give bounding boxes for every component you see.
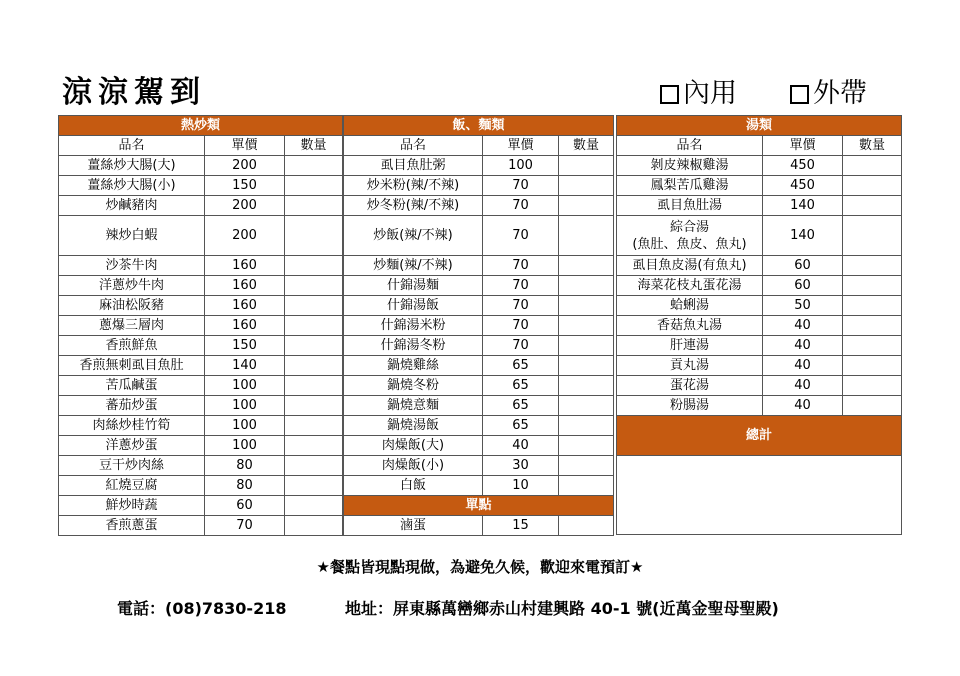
item-qty-field[interactable] xyxy=(559,396,614,416)
item-name: 薑絲炒大腸(大) xyxy=(59,156,205,176)
item-qty-field[interactable] xyxy=(843,356,902,376)
item-name: 鳳梨苦瓜雞湯 xyxy=(617,176,763,196)
item-price: 80 xyxy=(205,476,285,496)
item-price: 100 xyxy=(205,376,285,396)
item-name-line: 綜合湯 xyxy=(669,219,709,235)
item-name: 剝皮辣椒雞湯 xyxy=(617,156,763,176)
menu-row xyxy=(59,516,343,536)
item-price: 100 xyxy=(205,436,285,456)
menu-row xyxy=(617,296,902,316)
item-price: 40 xyxy=(763,376,843,396)
item-name: 肉燥飯(大) xyxy=(344,436,483,456)
item-price: 70 xyxy=(483,316,559,336)
menu-row xyxy=(59,256,343,276)
col-price-header: 單價 xyxy=(483,136,559,156)
menu-row xyxy=(59,316,343,336)
stir-fry-header: 熱炒類 xyxy=(59,116,343,136)
item-qty-field[interactable] xyxy=(843,396,902,416)
item-name: 炒米粉(辣/不辣) xyxy=(344,176,483,196)
item-price: 100 xyxy=(483,156,559,176)
item-qty-field[interactable] xyxy=(843,176,902,196)
menu-row xyxy=(344,216,614,256)
item-name: 鍋燒雞絲 xyxy=(344,356,483,376)
menu-row xyxy=(59,356,343,376)
item-price: 40 xyxy=(763,316,843,336)
menu-row xyxy=(344,476,614,496)
item-price: 160 xyxy=(205,316,285,336)
menu-row xyxy=(344,156,614,176)
item-qty-field[interactable] xyxy=(559,176,614,196)
item-qty-field[interactable] xyxy=(285,156,343,176)
menu-row xyxy=(617,156,902,176)
item-price: 200 xyxy=(205,156,285,176)
item-name: 炒麵(辣/不辣) xyxy=(344,256,483,276)
item-qty-field[interactable] xyxy=(843,376,902,396)
item-name: 炒鹹豬肉 xyxy=(59,196,205,216)
menu-row xyxy=(59,176,343,196)
item-price: 200 xyxy=(205,216,285,256)
item-price: 50 xyxy=(763,296,843,316)
rice-noodle-table xyxy=(343,115,614,536)
item-price: 10 xyxy=(483,476,559,496)
col-name-header: 品名 xyxy=(344,136,483,156)
col-name-header: 品名 xyxy=(617,136,763,156)
item-qty-field[interactable] xyxy=(559,316,614,336)
col-price-header: 單價 xyxy=(763,136,843,156)
menu-row xyxy=(59,436,343,456)
item-name: 粉腸湯 xyxy=(617,396,763,416)
item-qty-field[interactable] xyxy=(285,256,343,276)
menu-row xyxy=(617,276,902,296)
item-qty-field[interactable] xyxy=(285,516,343,536)
item-qty-field[interactable] xyxy=(559,216,614,256)
item-qty-field[interactable] xyxy=(843,156,902,176)
item-qty-field[interactable] xyxy=(843,336,902,356)
item-name: 洋蔥炒牛肉 xyxy=(59,276,205,296)
menu-row xyxy=(59,276,343,296)
menu-row xyxy=(617,396,902,416)
menu-row xyxy=(344,356,614,376)
menu-row xyxy=(344,416,614,436)
item-name: 香煎蔥蛋 xyxy=(59,516,205,536)
item-price: 160 xyxy=(205,296,285,316)
item-price: 140 xyxy=(763,196,843,216)
soup-header: 湯類 xyxy=(617,116,902,136)
item-qty-field[interactable] xyxy=(285,176,343,196)
item-qty-field[interactable] xyxy=(843,216,902,256)
item-name: 鍋燒意麵 xyxy=(344,396,483,416)
item-name: 什錦湯麵 xyxy=(344,276,483,296)
item-qty-field[interactable] xyxy=(843,196,902,216)
menu-row xyxy=(344,336,614,356)
menu-row xyxy=(344,316,614,336)
item-price: 150 xyxy=(205,336,285,356)
item-name: 虱目魚皮湯(有魚丸) xyxy=(617,256,763,276)
item-name: 蛋花湯 xyxy=(617,376,763,396)
item-qty-field[interactable] xyxy=(843,276,902,296)
menu-row xyxy=(59,496,343,516)
item-qty-field[interactable] xyxy=(559,436,614,456)
item-price: 450 xyxy=(763,176,843,196)
item-qty-field[interactable] xyxy=(285,416,343,436)
item-price: 65 xyxy=(483,376,559,396)
item-name: 肝連湯 xyxy=(617,336,763,356)
menu-row xyxy=(59,216,343,256)
stir-fry-table xyxy=(58,115,343,536)
item-qty-field[interactable] xyxy=(559,376,614,396)
menu-row xyxy=(59,376,343,396)
item-name: 香煎無刺虱目魚肚 xyxy=(59,356,205,376)
item-name: 蔥爆三層肉 xyxy=(59,316,205,336)
menu-row xyxy=(59,416,343,436)
menu-row xyxy=(59,456,343,476)
item-name xyxy=(617,216,763,256)
menu-row xyxy=(617,316,902,336)
item-name: 鍋燒湯飯 xyxy=(344,416,483,436)
menu-row xyxy=(344,516,614,536)
item-qty-field[interactable] xyxy=(559,476,614,496)
col-qty-header: 數量 xyxy=(843,136,902,156)
menu-row xyxy=(617,356,902,376)
item-price: 70 xyxy=(483,276,559,296)
item-price: 30 xyxy=(483,456,559,476)
phone-text: 電話：(08)7830-218 xyxy=(117,599,287,618)
menu-row xyxy=(344,196,614,216)
item-price: 60 xyxy=(763,256,843,276)
item-name: 虱目魚肚粥 xyxy=(344,156,483,176)
menu-row xyxy=(344,396,614,416)
item-name: 肉絲炒桂竹筍 xyxy=(59,416,205,436)
menu-row xyxy=(59,156,343,176)
item-name: 香菇魚丸湯 xyxy=(617,316,763,336)
item-price: 40 xyxy=(763,396,843,416)
menu-row xyxy=(59,196,343,216)
item-qty-field[interactable] xyxy=(559,516,614,536)
col-qty-header: 數量 xyxy=(285,136,343,156)
item-name: 貢丸湯 xyxy=(617,356,763,376)
menu-row xyxy=(59,336,343,356)
item-price: 65 xyxy=(483,416,559,436)
menu-row xyxy=(344,436,614,456)
menu-row xyxy=(344,176,614,196)
dine-in-label: 內用 xyxy=(683,78,737,109)
item-price: 70 xyxy=(483,216,559,256)
item-qty-field[interactable] xyxy=(559,356,614,376)
item-qty-field[interactable] xyxy=(559,156,614,176)
menu-row xyxy=(617,256,902,276)
item-name: 薑絲炒大腸(小) xyxy=(59,176,205,196)
item-name: 什錦湯米粉 xyxy=(344,316,483,336)
item-name: 炒冬粉(辣/不辣) xyxy=(344,196,483,216)
item-qty-field[interactable] xyxy=(285,336,343,356)
item-price: 70 xyxy=(483,256,559,276)
item-price: 140 xyxy=(763,216,843,256)
item-price: 70 xyxy=(483,196,559,216)
soup-table xyxy=(616,115,902,535)
takeout-option[interactable] xyxy=(790,78,867,110)
item-name: 海菜花枝丸蛋花湯 xyxy=(617,276,763,296)
item-price: 150 xyxy=(205,176,285,196)
item-qty-field[interactable] xyxy=(843,316,902,336)
item-qty-field[interactable] xyxy=(285,396,343,416)
item-price: 70 xyxy=(205,516,285,536)
menu-row xyxy=(617,336,902,356)
item-qty-field[interactable] xyxy=(285,456,343,476)
total-field[interactable] xyxy=(617,456,902,535)
item-price: 160 xyxy=(205,256,285,276)
item-name: 香煎鮮魚 xyxy=(59,336,205,356)
dine-in-option[interactable] xyxy=(660,78,737,110)
item-price: 100 xyxy=(205,396,285,416)
item-price: 70 xyxy=(483,176,559,196)
menu-row xyxy=(59,396,343,416)
item-qty-field[interactable] xyxy=(285,496,343,516)
item-price: 450 xyxy=(763,156,843,176)
item-qty-field[interactable] xyxy=(285,196,343,216)
item-qty-field[interactable] xyxy=(559,296,614,316)
rice-noodle-header: 飯、麵類 xyxy=(344,116,614,136)
item-price: 40 xyxy=(763,336,843,356)
menu-row xyxy=(59,296,343,316)
item-name: 蕃茄炒蛋 xyxy=(59,396,205,416)
item-price: 65 xyxy=(483,396,559,416)
item-price: 80 xyxy=(205,456,285,476)
item-price: 160 xyxy=(205,276,285,296)
single-order-header: 單點 xyxy=(344,496,614,516)
item-qty-field[interactable] xyxy=(285,356,343,376)
address-text: 地址：屏東縣萬巒鄉赤山村建興路 40-1 號(近萬金聖母聖殿) xyxy=(345,599,779,618)
item-name: 紅燒豆腐 xyxy=(59,476,205,496)
item-name: 蛤蜊湯 xyxy=(617,296,763,316)
item-price: 40 xyxy=(763,356,843,376)
item-price: 60 xyxy=(763,276,843,296)
item-name: 洋蔥炒蛋 xyxy=(59,436,205,456)
item-name: 什錦湯冬粉 xyxy=(344,336,483,356)
col-price-header: 單價 xyxy=(205,136,285,156)
item-qty-field[interactable] xyxy=(285,376,343,396)
item-qty-field[interactable] xyxy=(843,296,902,316)
dine-in-checkbox[interactable] xyxy=(660,85,679,104)
item-qty-field[interactable] xyxy=(559,276,614,296)
takeout-label: 外帶 xyxy=(813,78,867,109)
item-qty-field[interactable] xyxy=(285,316,343,336)
item-price: 100 xyxy=(205,416,285,436)
menu-row xyxy=(344,376,614,396)
item-price: 40 xyxy=(483,436,559,456)
item-name: 鍋燒冬粉 xyxy=(344,376,483,396)
item-price: 140 xyxy=(205,356,285,376)
item-name: 什錦湯飯 xyxy=(344,296,483,316)
item-qty-field[interactable] xyxy=(559,256,614,276)
menu-row xyxy=(344,296,614,316)
item-name: 豆干炒肉絲 xyxy=(59,456,205,476)
item-name: 滷蛋 xyxy=(344,516,483,536)
item-qty-field[interactable] xyxy=(285,276,343,296)
item-qty-field[interactable] xyxy=(285,476,343,496)
item-price: 70 xyxy=(483,296,559,316)
menu-row xyxy=(617,376,902,396)
item-name: 肉燥飯(小) xyxy=(344,456,483,476)
item-name: 白飯 xyxy=(344,476,483,496)
restaurant-title: 涼涼駕到 xyxy=(62,75,206,110)
item-name: 鮮炒時蔬 xyxy=(59,496,205,516)
item-price: 60 xyxy=(205,496,285,516)
item-name: 沙茶牛肉 xyxy=(59,256,205,276)
item-qty-field[interactable] xyxy=(559,456,614,476)
item-price: 15 xyxy=(483,516,559,536)
item-name: 炒飯(辣/不辣) xyxy=(344,216,483,256)
item-name: 辣炒白蝦 xyxy=(59,216,205,256)
item-price: 70 xyxy=(483,336,559,356)
col-qty-header: 數量 xyxy=(559,136,614,156)
menu-row xyxy=(344,456,614,476)
menu-row xyxy=(617,176,902,196)
menu-row xyxy=(344,256,614,276)
item-price: 65 xyxy=(483,356,559,376)
menu-row xyxy=(344,276,614,296)
item-qty-field[interactable] xyxy=(285,216,343,256)
menu-row xyxy=(59,476,343,496)
takeout-checkbox[interactable] xyxy=(790,85,809,104)
item-name-line: (魚肚、魚皮、魚丸) xyxy=(632,236,747,252)
item-name: 虱目魚肚湯 xyxy=(617,196,763,216)
item-qty-field[interactable] xyxy=(285,296,343,316)
menu-row xyxy=(617,196,902,216)
item-qty-field[interactable] xyxy=(843,256,902,276)
item-name: 苦瓜鹹蛋 xyxy=(59,376,205,396)
menu-row xyxy=(617,216,902,256)
item-qty-field[interactable] xyxy=(559,196,614,216)
item-name: 麻油松阪豬 xyxy=(59,296,205,316)
item-qty-field[interactable] xyxy=(559,336,614,356)
col-name-header: 品名 xyxy=(59,136,205,156)
item-qty-field[interactable] xyxy=(559,416,614,436)
item-price: 200 xyxy=(205,196,285,216)
item-qty-field[interactable] xyxy=(285,436,343,456)
total-header: 總計 xyxy=(617,416,902,456)
notice-text: ★餐點皆現點現做，為避免久候，歡迎來電預訂★ xyxy=(316,558,644,576)
